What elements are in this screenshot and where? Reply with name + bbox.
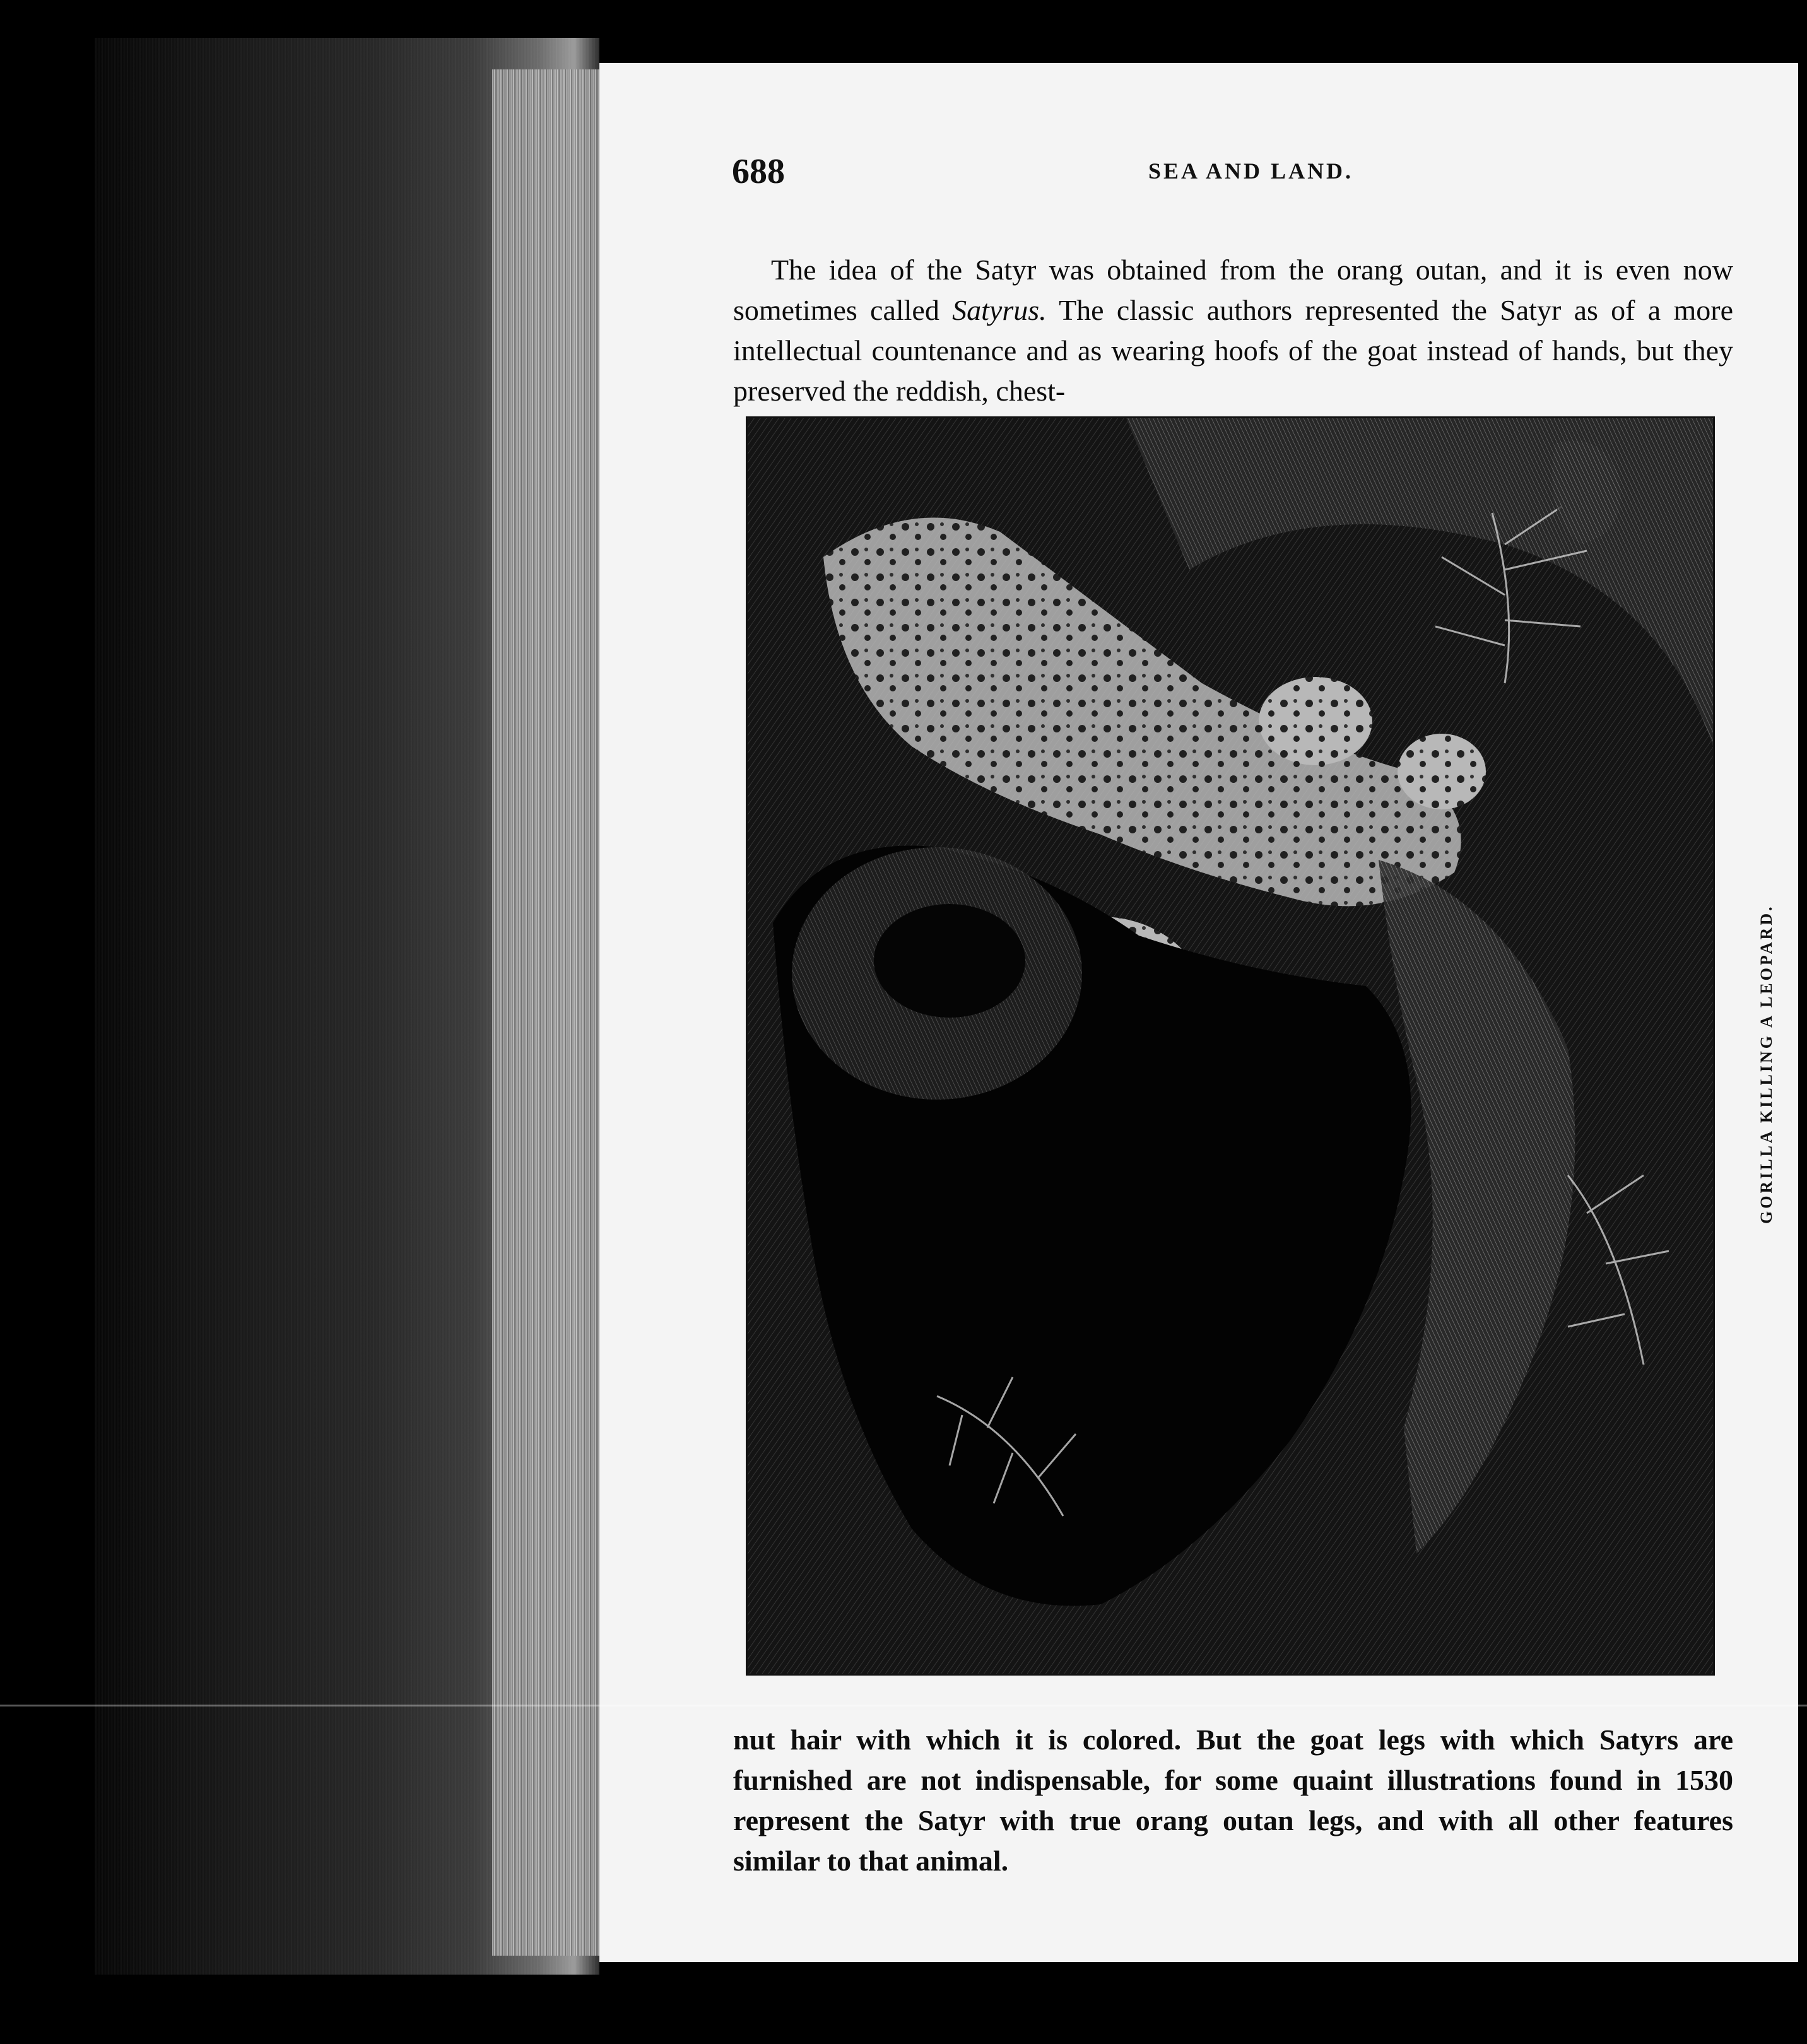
book-page <box>599 63 1798 1962</box>
page-block-edge <box>492 69 606 1956</box>
running-head <box>732 151 1735 196</box>
bottom-paragraph: nut hair with which it is colored. But the goat legs with which Satyrs are furnished are not indispensable, for some quaint illustrations found in 1530 represent the Satyr with true orang outan legs, and with all other features similar to that animal. <box>733 1724 1733 1877</box>
top-paragraph <box>733 250 1733 411</box>
engraving-illustration <box>746 416 1715 1676</box>
page-number: 688 <box>732 152 785 191</box>
top-paragraph-text-1: The idea of the Satyr was obtained from the orang outan, and it is even now sometimes called <box>733 254 1733 326</box>
top-paragraph-italic: Satyrus. <box>952 294 1047 326</box>
scan-artifact-line <box>0 1705 1807 1706</box>
illustration-caption: GORILLA KILLING A LEOPARD. <box>1757 904 1775 1224</box>
top-paragraph-text-2: The classic authors represented the Satyr as of a more intellectual countenance and as wearing hoofs of the goat instead of hands, but they preserved the reddish, chest- <box>733 294 1733 407</box>
gorilla-leopard-engraving <box>748 418 1713 1674</box>
running-title: SEA AND LAND. <box>1148 158 1354 184</box>
